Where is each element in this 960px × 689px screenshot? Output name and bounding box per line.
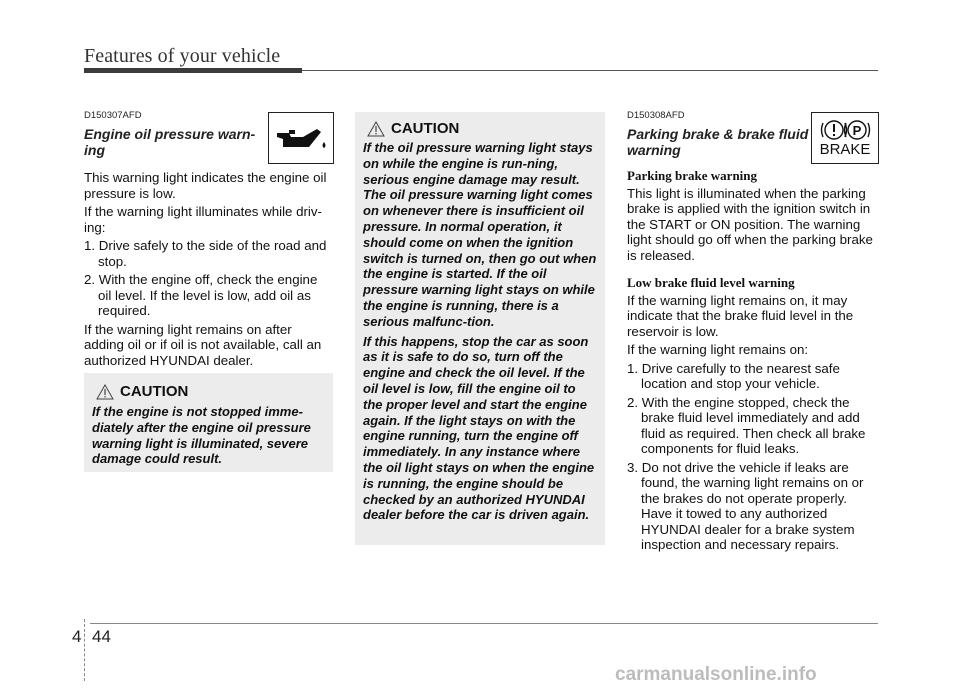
caution-box-engine-stop bbox=[84, 373, 333, 472]
caution-text: If the engine is not stopped imme-diately after the engine oil pressure warning light is illuminated, severe damage could result. bbox=[92, 404, 311, 467]
subheading: Low brake fluid level warning bbox=[627, 275, 795, 290]
brake-icon-box bbox=[811, 112, 879, 164]
svg-text:P: P bbox=[852, 123, 862, 138]
warning-triangle-icon bbox=[96, 384, 114, 400]
caution-title: CAUTION bbox=[96, 383, 333, 400]
warning-triangle-icon bbox=[367, 121, 385, 137]
caution-paragraph: If this happens, stop the car as soon as it is safe to do so, turn off the engine and check the oil level. If the oil level is low, fill the engine oil to the proper level and start the engine again. If the light stays on with the engine running, turn the engine off immediately. In any instance where the oil light stays on when the engine is running, the engine should be checked by an authorized HYUNDAI dealer before the car is driven again. bbox=[363, 333, 595, 523]
list-item: 2. With the engine stopped, check the brake fluid level immediately and add fluid as required. Then check all brake components for fluid leaks. bbox=[627, 394, 866, 456]
section-heading: Parking brake & brake fluid warning bbox=[627, 126, 809, 158]
list-item: 3. Do not drive the vehicle if leaks are found, the warning light remains on or the brakes do not operate properly. Have it towed to any authorized HYUNDAI dealer for a brake system inspection and necessary repairs. bbox=[627, 459, 864, 552]
body-text bbox=[627, 168, 879, 553]
caution-box-oil-pressure bbox=[355, 112, 605, 545]
page-number: 44 bbox=[92, 627, 111, 646]
list-item: 1. Drive carefully to the nearest safe location and stop your vehicle. bbox=[627, 360, 840, 391]
caution-title: CAUTION bbox=[367, 120, 605, 137]
chapter-number: 4 bbox=[72, 627, 82, 646]
body-text bbox=[84, 170, 334, 368]
caution-paragraph: If the oil pressure warning light stays on while the engine is run-ning, serious engine damage may result. The oil pressure warning light comes on whenever there is insufficient oil pressure. In normal operation, it should come on when the ignition switch is turned on, then go out when the engine is started. If the oil pressure warning light stays on while the engine is running, there is a serious malfunc-tion. bbox=[363, 140, 597, 329]
page-header-title: Features of your vehicle bbox=[84, 45, 281, 67]
watermark: carmanualsonline.info bbox=[615, 664, 817, 685]
section-code: D150308AFD bbox=[627, 110, 685, 121]
paragraph: If the warning light remains on, it may indicate that the brake fluid level in the reservoir is low. bbox=[627, 292, 854, 339]
section-code: D150307AFD bbox=[84, 110, 142, 121]
section-heading: Engine oil pressure warn- ing bbox=[84, 126, 256, 158]
subheading: Parking brake warning bbox=[627, 168, 758, 183]
paragraph: This warning light indicates the engine oil pressure is low. bbox=[84, 170, 327, 201]
paragraph: This light is illuminated when the parking brake is applied with the ignition switch in the START or ON position. The warning light should go off when the parking brake is released. bbox=[627, 185, 873, 263]
oil-can-icon bbox=[269, 113, 333, 163]
header-rule bbox=[302, 70, 878, 71]
paragraph: If the warning light remains on after adding oil or if oil is not available, call an authorized HYUNDAI dealer. bbox=[84, 321, 322, 368]
brake-icon-label: BRAKE bbox=[819, 141, 871, 158]
list-item: 2. With the engine off, check the engine oil level. If the level is low, add oil as required. bbox=[84, 272, 318, 318]
caution-text bbox=[363, 140, 597, 523]
paragraph: If the warning light illuminates while driv-ing: bbox=[84, 204, 322, 235]
footer-rule bbox=[90, 623, 878, 624]
right-column bbox=[627, 110, 879, 553]
paragraph: If the warning light remains on: bbox=[627, 342, 809, 357]
header-bar bbox=[84, 68, 302, 73]
oil-pressure-icon-box bbox=[268, 112, 334, 164]
list-item: 1. Drive safely to the side of the road and stop. bbox=[84, 238, 327, 269]
footer-separator bbox=[84, 619, 85, 681]
